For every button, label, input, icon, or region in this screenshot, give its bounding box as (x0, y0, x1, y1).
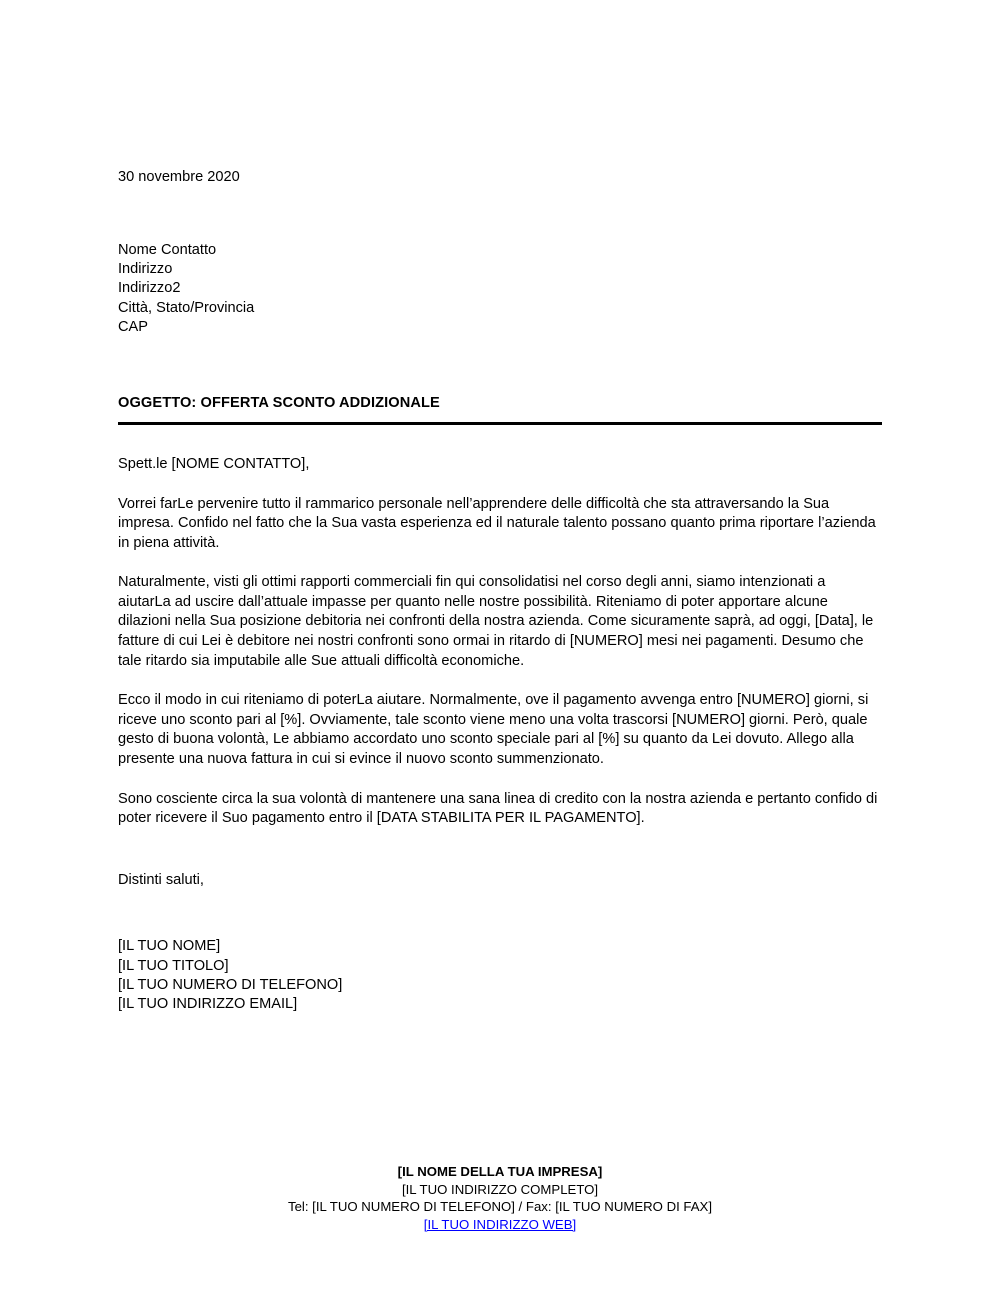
subject-line: OGGETTO: OFFERTA SCONTO ADDIZIONALE (118, 395, 440, 412)
recipient-address-block (118, 241, 882, 337)
horizontal-rule (118, 422, 882, 425)
letter-date: 30 novembre 2020 (118, 169, 240, 185)
signature-line: [IL TUO NUMERO DI TELEFONO] (118, 976, 343, 993)
closing-line: Distinti saluti, (118, 871, 204, 888)
signature-block (118, 937, 882, 1014)
recipient-line: Indirizzo (118, 261, 173, 278)
subject-block (118, 394, 882, 425)
salutation: Spett.le [NOME CONTATTO], (118, 456, 310, 473)
body-paragraph: Sono cosciente circa la sua volontà di mantenere una sana linea di credito con la nostra azienda e pertanto confido di poter ricevere il Suo pagamento entro il [DATA STABILITA PER IL PAGAMENTO]. (118, 790, 878, 827)
signature-line: [IL TUO INDIRIZZO EMAIL] (118, 995, 298, 1012)
body-paragraph: Naturalmente, visti gli ottimi rapporti commerciali fin qui consolidatisi nel corso degli anni, siamo intenzionati a aiutarLa ad uscire dall’attuale impasse per quanto nelle nostre possibilità. Riteniamo di poter apportare alcune dilazioni nella Sua posizione debitoria nei confronti della nostra azienda. Come sicuramente saprà, ad oggi, [Data], le fatture di cui Lei è debitore nei nostri confronti sono ormai in ritardo di [NUMERO] mesi nei pagamenti. Desumo che tale ritardo sia imputabile alle Sue attuali difficoltà economiche. (118, 574, 874, 669)
signature-line: [IL TUO TITOLO] (118, 957, 229, 974)
body-paragraph: Ecco il modo in cui riteniamo di poterLa aiutare. Normalmente, ove il pagamento avvenga entro [NUMERO] giorni, si riceve uno sconto pari al [%]. Ovviamente, tale sconto viene meno una volta trascorsi [NUMERO] giorni. Però, quale gesto di buona volontà, Le abbiamo accordato uno sconto speciale pari al [%] su quanto da Lei dovuto. Allego alla presente una nuova fattura in cui si evince il nuovo sconto summenzionato. (118, 692, 869, 768)
recipient-line: Indirizzo2 (118, 280, 181, 297)
page-footer (0, 1163, 1000, 1233)
paragraph-list (118, 495, 882, 829)
recipient-line: Città, Stato/Provincia (118, 299, 255, 316)
footer-contact: Tel: [IL TUO NUMERO DI TELEFONO] / Fax: [IL TUO NUMERO DI FAX] (287, 1199, 713, 1215)
footer-company-name: [IL NOME DELLA TUA IMPRESA] (397, 1164, 603, 1179)
footer-website-link[interactable]: [IL TUO INDIRIZZO WEB] (423, 1216, 577, 1232)
footer-address: [IL TUO INDIRIZZO COMPLETO] (401, 1181, 599, 1197)
signature-line: [IL TUO NOME] (118, 938, 221, 955)
letter-body (118, 168, 882, 1014)
recipient-line: CAP (118, 318, 149, 335)
body-paragraph: Vorrei farLe pervenire tutto il rammarico personale nell’apprendere delle difficoltà che sta attraversando la Sua impresa. Confido nel fatto che la Sua vasta esperienza ed il naturale talento possano quanto prima riportare l’azienda in piena attività. (118, 495, 876, 551)
recipient-line: Nome Contatto (118, 242, 217, 258)
